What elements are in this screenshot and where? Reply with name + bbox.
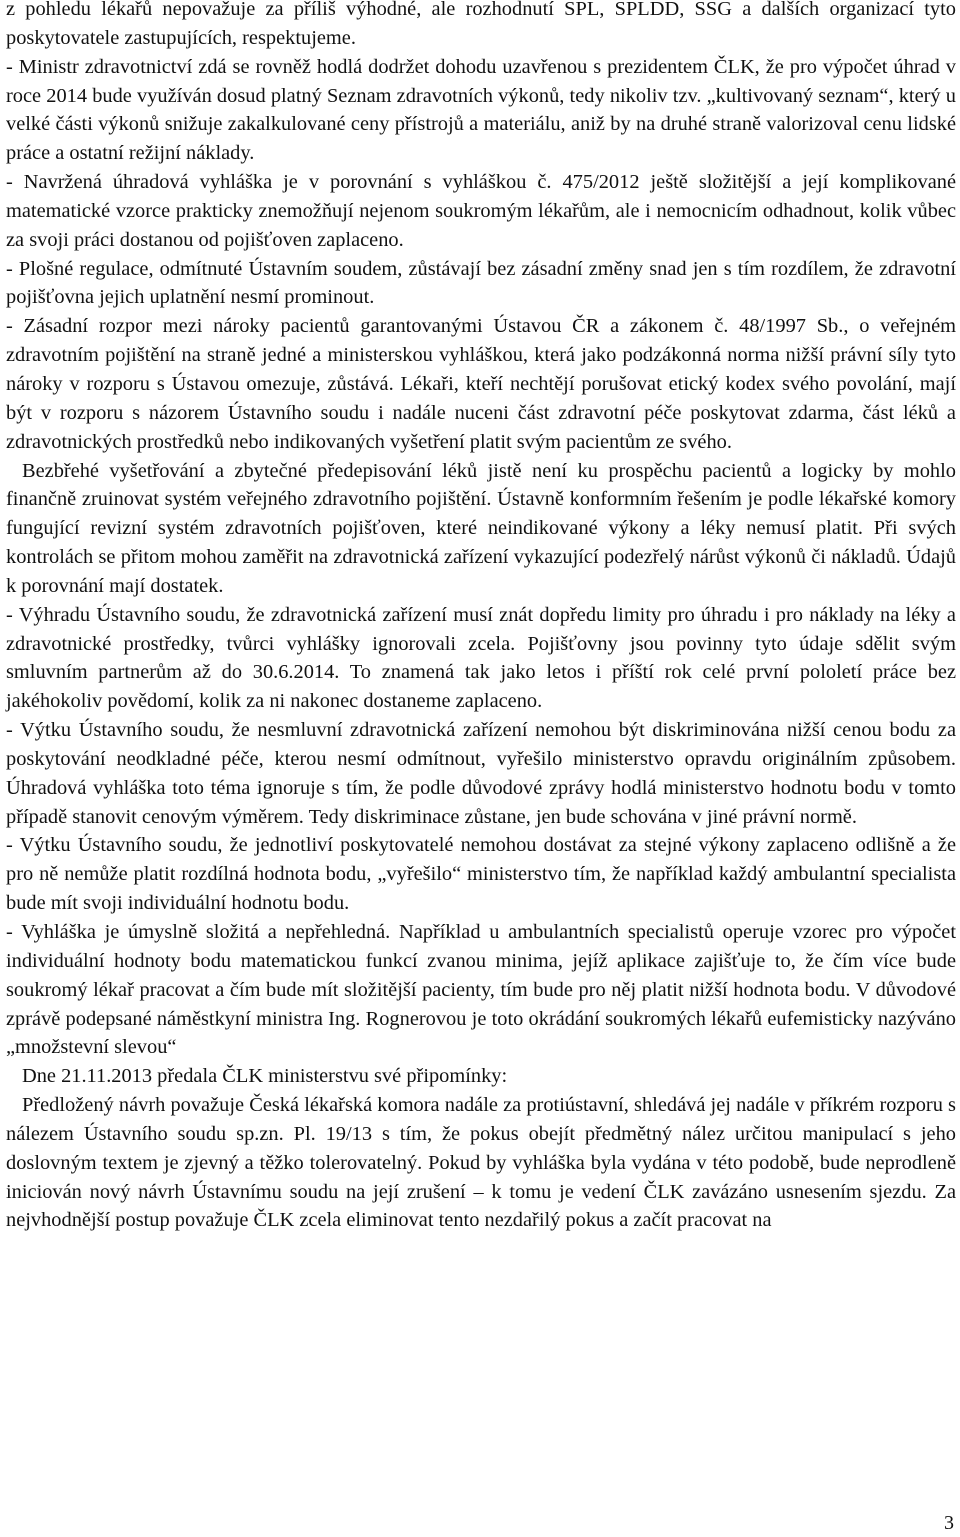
paragraph-3: - Navržená úhradová vyhláška je v porovnání s vyhláškou č. 475/2012 ještě složitější a její komplikované matematické vzorce prakticky znemožňují nejenom soukromým lékařům, ale i nemocnicím odhadnout, kolik vůbec za svoji práci dostanou od pojišťoven zaplaceno. [6,171,956,251]
paragraph-7: - Výhradu Ústavního soudu, že zdravotnická zařízení musí znát dopředu limity pro úhradu i pro náklady na léky a zdravotnické prostředky, tvůrci vyhlášky ignorovali zcela. Pojišťovny jsou povinny tyto údaje sdělit svým smluvním partnerům až do 30.6.2014. To znamená tak jako letos i příští rok celé první pololetí práce bez jakéhokoliv povědomí, kolik za ni nakonec dostaneme zaplaceno. [6,603,956,713]
paragraph-5: - Zásadní rozpor mezi nároky pacientů garantovanými Ústavou ČR a zákonem č. 48/1997 Sb., o veřejném zdravotním pojištění na straně jedné a ministerskou vyhláškou, která jako podzákonná norma nižší právní síly tyto nároky v rozporu s Ústavou omezuje, zůstává. Lékaři, kteří nechtějí porušovat etický kodex svého povolání, mají být v rozporu s názorem Ústavního soudu i nadále nuceni část zdravotní péče poskytovat zdarma, část léků a zdravotnických prostředků nebo indikovaných vyšetření platit svým pacientům ze svého. [6,315,956,453]
document-body [6,0,956,1235]
paragraph-10: - Vyhláška je úmyslně složitá a nepřehledná. Například u ambulantních specialistů operuje vzorec pro výpočet individuální hodnoty bodu matematickou funkcí zvanou minima, jejíž aplikace zajišťuje to, že čím více bude soukromý lékař pracovat a čím bude mít složitější pacienty, tím bude pro něj platit nižší hodnota bodu. V důvodové zprávě podepsané náměstkyní ministra Ing. Rognerovou je toto okrádání soukromých lékařů eufemisticky nazýváno „množstevní slevou“ [6,921,956,1059]
paragraph-6: Bezbřehé vyšetřování a zbytečné předepisování léků jistě není ku prospěchu pacientů a logicky by mohlo finančně zruinovat systém veřejného zdravotního pojištění. Ústavně konformním řešením je podle lékařské komory fungující revizní systém zdravotních pojišťoven, které neindikované výkony a léky nemusí platit. Při svých kontrolách se přitom mohou zaměřit na zdravotnická zařízení vykazující podezřelý nárůst výkonů či nákladů. Údajů k porovnání mají dostatek. [6,459,956,597]
paragraph-11: Dne 21.11.2013 předala ČLK ministerstvu své připomínky: [22,1065,508,1088]
paragraph-2: - Ministr zdravotnictví zdá se rovněž hodlá dodržet dohodu uzavřenou s prezidentem ČLK, že pro výpočet úhrad v roce 2014 bude využíván dosud platný Seznam zdravotních výkonů, tedy nikoliv tzv. „kultivovaný seznam“, který u velké části výkonů snižuje zakalkulované ceny přístrojů a materiálu, aniž by na druhé straně valorizoval cenu lidské práce a ostatní režijní náklady. [6,55,956,165]
page-number: 3 [944,1512,954,1534]
paragraph-1: z pohledu lékařů nepovažuje za příliš výhodné, ale rozhodnutí SPL, SPLDD, SSG a dalších organizací tyto poskytovatele zastupujících, respektujeme. [6,0,956,49]
paragraph-9: - Výtku Ústavního soudu, že jednotliví poskytovatelé nemohou dostávat za stejné výkony zaplaceno odlišně a že pro ně nemůže platit rozdílná hodnota bodu, „vyřešilo“ ministerstvo tím, že například každý ambulantní specialista bude mít svoji individuální hodnotu bodu. [6,834,956,915]
paragraph-8: - Výtku Ústavního soudu, že nesmluvní zdravotnická zařízení nemohou být diskriminována nižší cenou bodu za poskytování neodkladné péče, kterou nesmí odmítnout, vyřešilo ministerstvo opravdu originálním způsobem. Úhradová vyhláška toto téma ignoruje s tím, že podle důvodové zprávy hodlá ministerstvo hodnotu bodu v tomto případě stanovit cenovým výměrem. Tedy diskriminace zůstane, jen bude schována v jiné právní normě. [6,719,956,828]
paragraph-4: - Plošné regulace, odmítnuté Ústavním soudem, zůstávají bez zásadní změny snad jen s tím rozdílem, že zdravotní pojišťovna jejich uplatnění nesmí prominout. [6,257,956,309]
paragraph-12: Předložený návrh považuje Česká lékařská komora nadále za protiústavní, shledává jej nadále v příkrém rozporu s nálezem Ústavního soudu sp.zn. Pl. 19/13 s tím, že pokus obejít předmětný nález určitou manipulací s jeho doslovným textem je zjevný a těžko tolerovatelný. Pokud by vyhláška byla vydána v této podobě, bude neprodleně iniciován nový návrh Ústavnímu soudu na její zrušení – k tomu je vedení ČLK zavázáno usnesením sjezdu. Za nejvhodnější postup považuje ČLK zcela eliminovat tento nezdařilý pokus a začít pracovat na [6,1094,956,1232]
